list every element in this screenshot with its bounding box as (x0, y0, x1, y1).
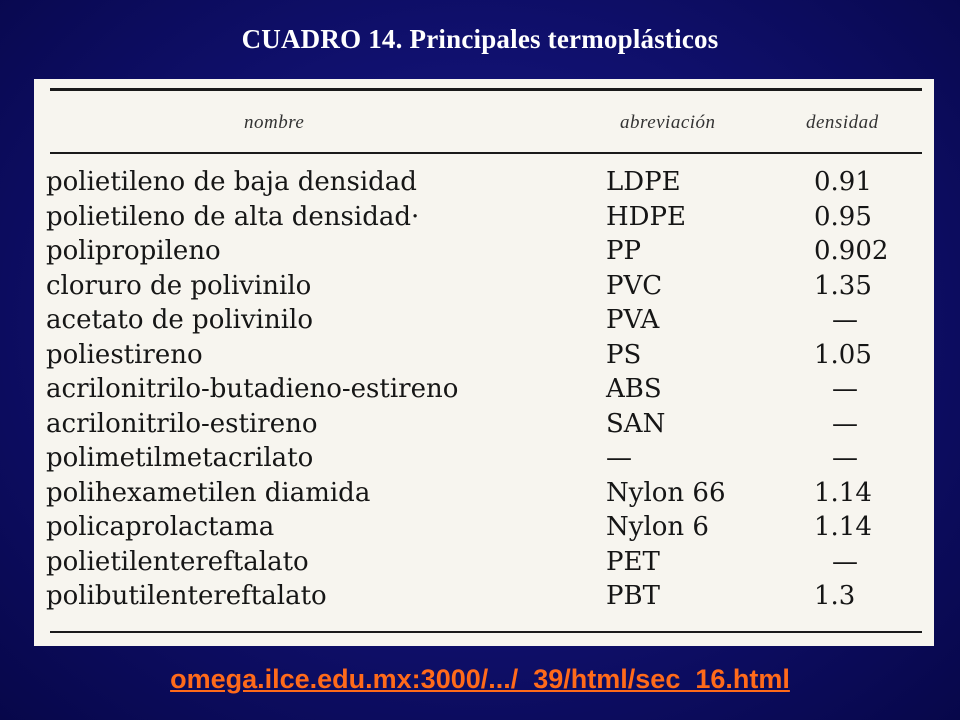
cell-name: acrilonitrilo-estireno (46, 408, 318, 439)
column-header-density: densidad (806, 112, 879, 133)
table-row (34, 441, 934, 476)
table-row (34, 545, 934, 580)
cell-name: polipropileno (46, 236, 221, 266)
cell-density: 1.14 (814, 512, 872, 542)
cell-name: polihexametilen diamida (46, 477, 371, 508)
cell-abbreviation: PVC (606, 270, 663, 301)
cell-density: — (832, 443, 858, 473)
table-body (34, 165, 934, 614)
cell-name: polietilentereftalato (46, 546, 309, 577)
cell-abbreviation: Nylon 6 (606, 512, 709, 542)
cell-name: acrilonitrilo-butadieno-estireno (46, 374, 459, 404)
cell-abbreviation: — (606, 443, 632, 473)
table-row (34, 234, 934, 269)
cell-density: — (832, 305, 858, 335)
cell-abbreviation: PP (606, 236, 641, 266)
table-row (34, 579, 934, 614)
cell-density: 1.35 (814, 270, 872, 301)
cell-density: 0.95 (814, 201, 872, 232)
table-top-rule (50, 88, 922, 91)
table-row (34, 269, 934, 304)
table-header-rule (50, 152, 922, 154)
cell-abbreviation: HDPE (606, 201, 686, 232)
table-row (34, 510, 934, 545)
table-row (34, 372, 934, 407)
table-row (34, 303, 934, 338)
table-bottom-rule (50, 631, 922, 633)
cell-name: polibutilentereftalato (46, 581, 327, 611)
cell-abbreviation: LDPE (606, 167, 681, 197)
cell-abbreviation: PBT (606, 581, 660, 611)
cell-density: 0.91 (814, 167, 872, 197)
table-row (34, 338, 934, 373)
column-header-name: nombre (244, 112, 305, 133)
cell-name: cloruro de polivinilo (46, 270, 312, 301)
cell-name: acetato de polivinilo (46, 305, 314, 335)
table-row (34, 476, 934, 511)
cell-abbreviation: PVA (606, 305, 660, 335)
table-row (34, 407, 934, 442)
cell-density: — (832, 546, 858, 577)
table-row (34, 200, 934, 235)
thermoplastics-table (34, 79, 934, 646)
cell-density: 1.05 (814, 339, 872, 370)
cell-density: 0.902 (814, 236, 889, 266)
slide-title: CUADRO 14. Principales termoplásticos (241, 24, 719, 54)
cell-density: — (832, 374, 858, 404)
cell-name: policaprolactama (46, 512, 275, 542)
cell-name: polimetilmetacrilato (46, 443, 314, 473)
cell-name: polietileno de baja densidad (46, 167, 417, 197)
cell-density: 1.14 (814, 477, 872, 508)
cell-abbreviation: Nylon 66 (606, 477, 726, 508)
cell-abbreviation: ABS (606, 374, 662, 404)
cell-abbreviation: SAN (606, 408, 666, 439)
cell-density: 1.3 (814, 581, 856, 611)
cell-name: polietileno de alta densidad· (46, 201, 420, 232)
column-header-abbreviation: abreviación (620, 112, 716, 133)
cell-abbreviation: PS (606, 339, 642, 370)
cell-name: poliestireno (46, 339, 203, 370)
cell-abbreviation: PET (606, 546, 660, 577)
table-row (34, 165, 934, 200)
source-link[interactable]: omega.ilce.edu.mx:3000/.../_39/html/sec_16.html (170, 664, 790, 694)
cell-density: — (832, 408, 858, 439)
